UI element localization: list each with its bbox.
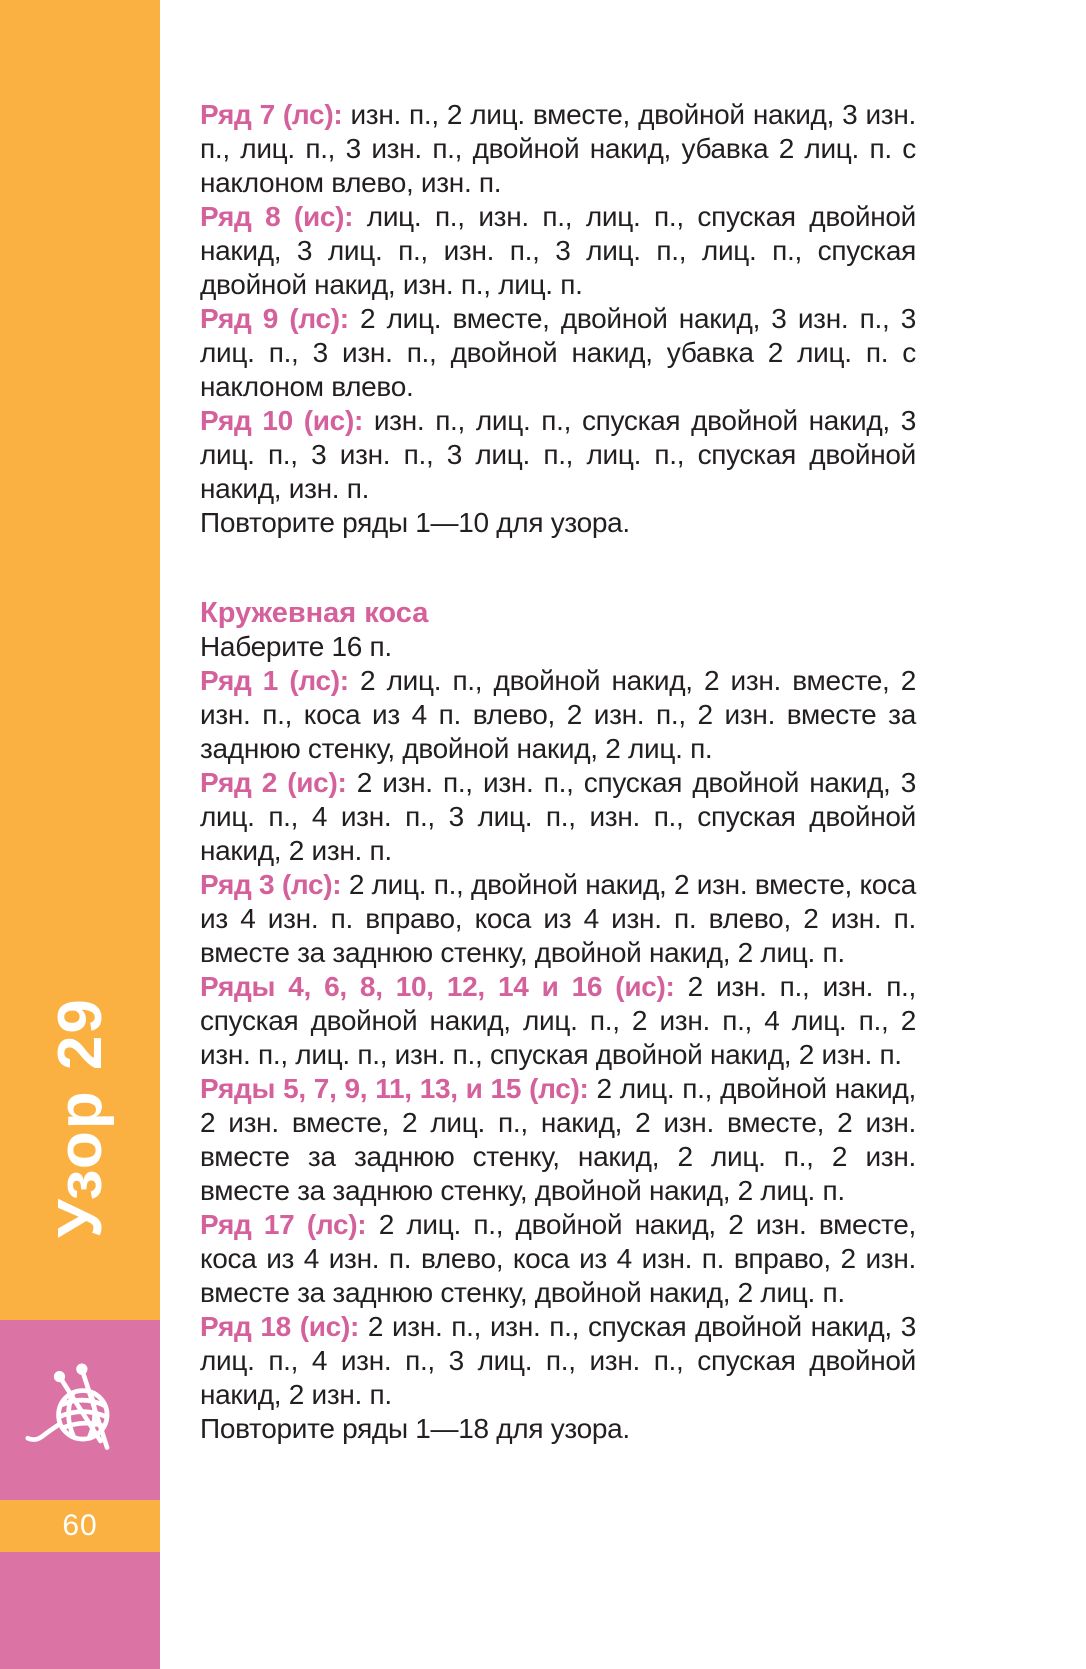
- yarn-ball-with-knitting-needles-icon: [24, 1357, 136, 1469]
- row-text: 2 лиц. п., двойной накид, 2 изн. вместе, коса из 4 изн. п. влево, коса из 4 изн. п. вправо, 2 изн. вместе за заднюю стенку, двойной накид, 2 лиц. п.: [200, 1209, 916, 1308]
- pattern-title-wrap: [0, 925, 160, 1310]
- row-label: Ряд 1 (лс):: [200, 665, 349, 696]
- instruction-row: [200, 200, 916, 302]
- row-text: 2 лиц. вместе, двойной накид, 3 изн. п., 3 лиц. п., 3 изн. п., двойной накид, убавка 2 лиц. п. с наклоном влево.: [200, 303, 916, 402]
- instruction-row: [200, 1072, 916, 1208]
- pattern-instructions: [200, 98, 916, 1446]
- row-label: Ряд 2 (ис):: [200, 767, 347, 798]
- row-label: Ряды 5, 7, 9, 11, 13, и 15 (лс):: [200, 1073, 589, 1104]
- row-text: изн. п., 2 лиц. вместе, двойной накид, 3 изн. п., лиц. п., 3 изн. п., двойной накид, убавка 2 лиц. п. с наклоном влево, изн. п.: [200, 99, 916, 198]
- row-text: 2 изн. п., изн. п., спуская двойной накид, лиц. п., 2 изн. п., 4 лиц. п., 2 изн. п., лиц. п., изн. п., спуская двойной накид, 2 изн. п.: [200, 971, 917, 1070]
- row-text: 2 изн. п., изн. п., спуская двойной накид, 3 лиц. п., 4 изн. п., 3 лиц. п., изн. п., спуская двойной накид, 2 изн. п.: [200, 767, 917, 866]
- row-label: Ряд 9 (лс):: [200, 303, 349, 334]
- instruction-row: [200, 98, 916, 200]
- row-label: Ряд 7 (лс):: [200, 99, 343, 130]
- decorative-sidebar: [0, 0, 160, 1669]
- instruction-row: [200, 664, 916, 766]
- section-heading: Кружевная коса: [200, 597, 429, 629]
- repeat-note: Повторите ряды 1—10 для узора.: [200, 507, 630, 538]
- instruction-row: [200, 404, 916, 506]
- row-text: 2 лиц. п., двойной накид, 2 изн. вместе, 2 лиц. п., накид, 2 изн. вместе, 2 изн. вместе за заднюю стенку, накид, 2 лиц. п., 2 изн. вместе за заднюю стенку, двойной накид, 2 лиц. п.: [200, 1073, 916, 1206]
- row-label: Ряд 8 (ис):: [200, 201, 354, 232]
- row-text: 2 лиц. п., двойной накид, 2 изн. вместе, 2 изн. п., коса из 4 п. влево, 2 изн. п., 2 изн. вместе за заднюю стенку, двойной накид, 2 лиц. п.: [200, 665, 916, 764]
- instruction-row: [200, 868, 916, 970]
- repeat-note: Повторите ряды 1—18 для узора.: [200, 1413, 630, 1444]
- pattern-title: Узор 29: [45, 997, 115, 1238]
- row-label: Ряд 17 (лс):: [200, 1209, 367, 1240]
- row-text: 2 лиц. п., двойной накид, 2 изн. вместе, коса из 4 изн. п. вправо, коса из 4 изн. п. влево, 2 изн. п. вместе за заднюю стенку, двойной накид, 2 лиц. п.: [200, 869, 916, 968]
- instruction-row: [200, 766, 916, 868]
- page-number-strip: [0, 1500, 160, 1552]
- row-text: изн. п., лиц. п., спуская двойной накид, 3 лиц. п., 3 изн. п., 3 лиц. п., лиц. п., спуская двойной накид, изн. п.: [200, 405, 916, 504]
- row-text: лиц. п., изн. п., лиц. п., спуская двойной накид, 3 лиц. п., изн. п., 3 лиц. п., лиц. п., спуская двойной накид, изн. п., лиц. п.: [200, 201, 916, 300]
- row-label: Ряд 18 (ис):: [200, 1311, 359, 1342]
- yarn-icon-wrap: [0, 1345, 160, 1480]
- row-label: Ряд 10 (ис):: [200, 405, 363, 436]
- instruction-row: [200, 1208, 916, 1310]
- row-text: 2 изн. п., изн. п., спуская двойной накид, 3 лиц. п., 4 изн. п., 3 лиц. п., изн. п., спуская двойной накид, 2 изн. п.: [200, 1311, 917, 1410]
- row-label: Ряды 4, 6, 8, 10, 12, 14 и 16 (ис):: [200, 971, 675, 1002]
- cast-on-note: Наберите 16 п.: [200, 631, 392, 662]
- page-number: 60: [62, 1509, 98, 1542]
- row-label: Ряд 3 (лс):: [200, 869, 342, 900]
- instruction-row: [200, 970, 916, 1072]
- instruction-row: [200, 302, 916, 404]
- instruction-row: [200, 1310, 916, 1412]
